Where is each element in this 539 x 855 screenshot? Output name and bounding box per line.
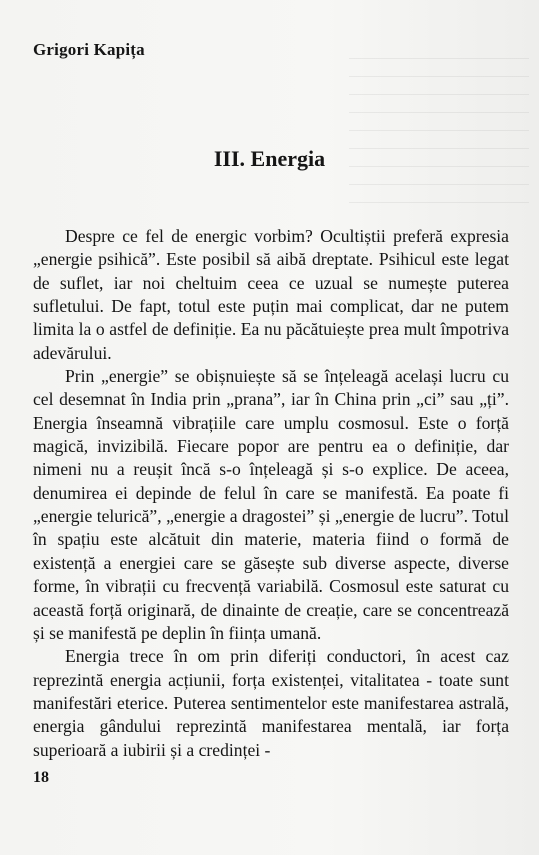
chapter-title: III. Energia	[213, 146, 326, 171]
paragraph: Energia trece în om prin diferiți conductori, în acest caz reprezintă energia acțiunii, forța existenței, vitalitatea - toate sunt manifestări eterice. Puterea sentimentelor este manifestarea astrală, energia gândului reprezintă manifestarea mentală, iar forța superioară a iubirii și a credinței -	[33, 646, 509, 760]
paragraph: Despre ce fel de energic vorbim? Ocultiștii preferă expresia „energie psihică”. Este posibil să aibă dreptate. Psihicul este legat de suflet, iar noi cheltuim ceea ce uzual se numește puterea sufletului. De fapt, totul este puțin mai complicat, dar ne putem limita la o astfel de definiție. Ea nu păcătuiește prea mult împotriva adevărului.	[33, 226, 509, 363]
page-number: 18	[33, 769, 49, 786]
body-text	[33, 225, 509, 762]
paragraph: Prin „energie” se obișnuiește să se înțeleagă același lucru cu cel desemnat în India prin „prana”, iar în China prin „ci” sau „ți”. Energia înseamnă vibrațiile care umplu cosmosul. Este o forță magică, invizibilă. Fiecare popor are pentru ea o definiție, dar nimeni nu a reușit încă s-o înțeleagă și s-o explice. De aceea, denumirea ei depinde de felul în care se manifestă. Ea poate fi „energie telurică”, „energie a dragostei” și „energie de lucru”. Totul în spațiu este alcătuit din materie, materia fiind o formă de existență a energiei care se găsește sub diverse aspecte, diverse forme, în vibrații cu frecvență variabilă. Cosmosul este saturat cu această forță originară, de dinainte de creație, care se concentrează și se manifestă pe deplin în ființa umană.	[33, 366, 509, 643]
bleed-through-text	[349, 58, 529, 218]
running-header-author: Grigori Kapița	[33, 40, 145, 59]
